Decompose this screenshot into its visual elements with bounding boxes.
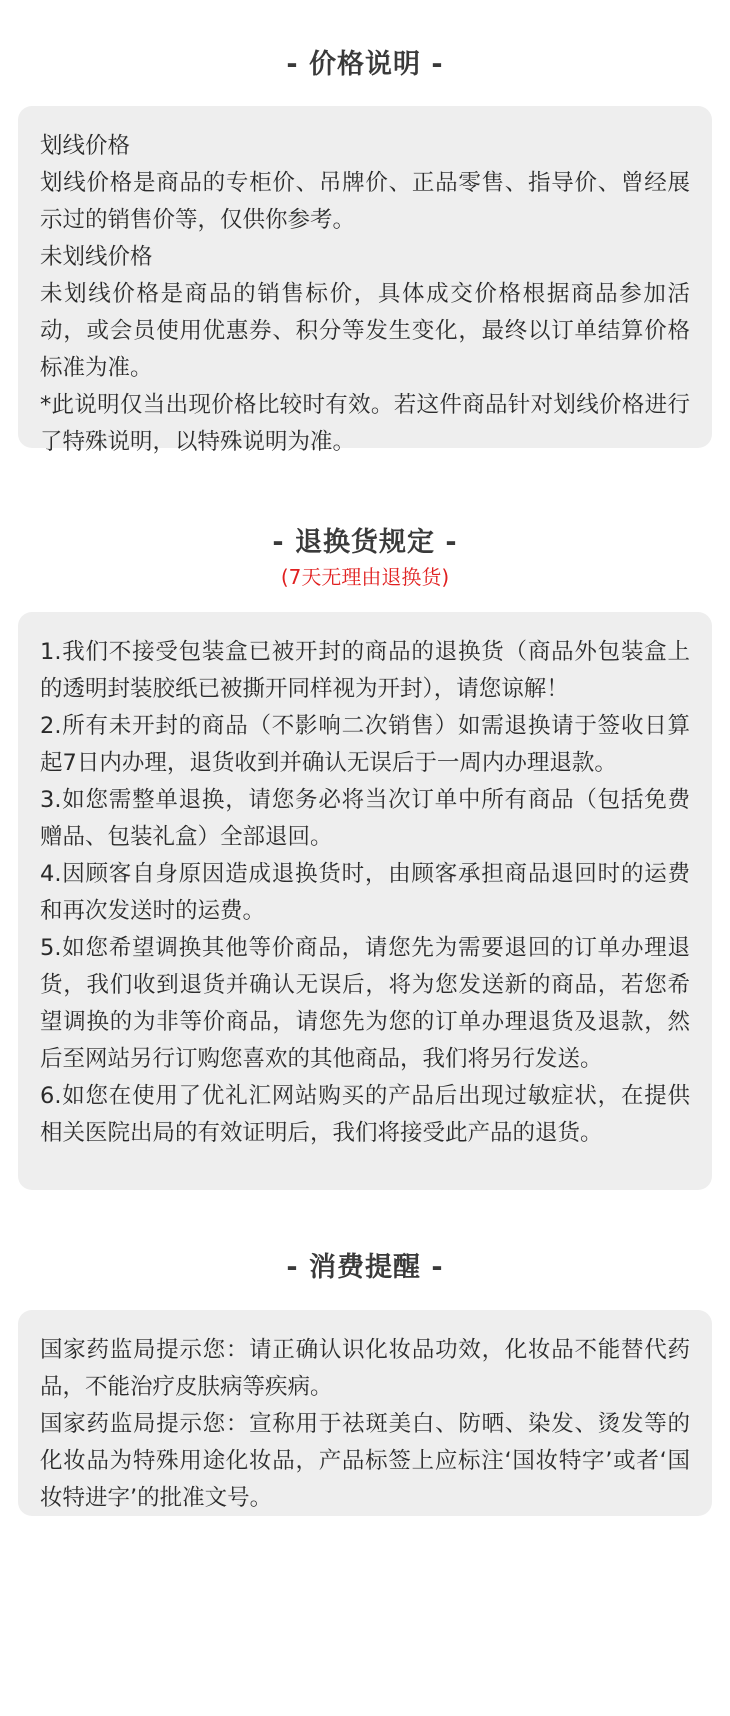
- return-section-subtitle: (7天无理由退换货): [280, 565, 450, 589]
- notice-section-card: [18, 1310, 712, 1516]
- return-rule-4: 4.因顾客自身原因造成退换货时，由顾客承担商品退回时的运费和再次发送时的运费。: [40, 861, 690, 924]
- price-paragraph-1: 划线价格: [40, 133, 131, 159]
- return-rule-5: 5.如您希望调换其他等价商品，请您先为需要退回的订单办理退货，我们收到退货并确认无误后，将为您发送新的商品，若您希望调换的为非等价商品，请您先为您的订单办理退货及退款，然后至网站另行订购您喜欢的其他商品，我们将另行发送。: [40, 935, 690, 1072]
- price-section-card: [18, 106, 712, 455]
- notice-paragraph-1: 国家药监局提示您：请正确认识化妆品功效，化妆品不能替代药品，不能治疗皮肤病等疾病。: [40, 1337, 690, 1400]
- price-paragraph-4: 未划线价格是商品的销售标价，具体成交价格根据商品参加活动，或会员使用优惠券、积分等发生变化，最终以订单结算价格标准为准。: [40, 281, 690, 381]
- return-rule-2: 2.所有未开封的商品（不影响二次销售）如需退换请于签收日算起7日内办理，退货收到并确认无误后于一周内办理退款。: [40, 713, 690, 776]
- price-paragraph-2: 划线价格是商品的专柜价、吊牌价、正品零售、指导价、曾经展示过的销售价等，仅供你参考。: [40, 170, 690, 233]
- return-rule-1: 1.我们不接受包装盒已被开封的商品的退换货（商品外包装盒上的透明封装胶纸已被撕开同样视为开封），请您谅解！: [40, 639, 690, 702]
- return-rule-6: 6.如您在使用了优礼汇网站购买的产品后出现过敏症状，在提供相关医院出局的有效证明后，我们将接受此产品的退货。: [40, 1083, 690, 1146]
- return-section-title: - 退换货规定 -: [272, 527, 458, 558]
- price-section-title: - 价格说明 -: [286, 49, 444, 80]
- price-paragraph-5: *此说明仅当出现价格比较时有效。若这件商品针对划线价格进行了特殊说明，以特殊说明为准。: [40, 392, 690, 455]
- notice-section-title: - 消费提醒 -: [286, 1252, 444, 1283]
- return-section-card: [18, 612, 712, 1190]
- notice-paragraph-2: 国家药监局提示您：宣称用于祛斑美白、防晒、染发、烫发等的化妆品为特殊用途化妆品，产品标签上应标注‘国妆特字’或者‘国妆特进字’的批准文号。: [40, 1411, 690, 1511]
- price-paragraph-3: 未划线价格: [40, 244, 153, 270]
- return-rule-3: 3.如您需整单退换，请您务必将当次订单中所有商品（包括免费赠品、包装礼盒）全部退回。: [40, 787, 690, 850]
